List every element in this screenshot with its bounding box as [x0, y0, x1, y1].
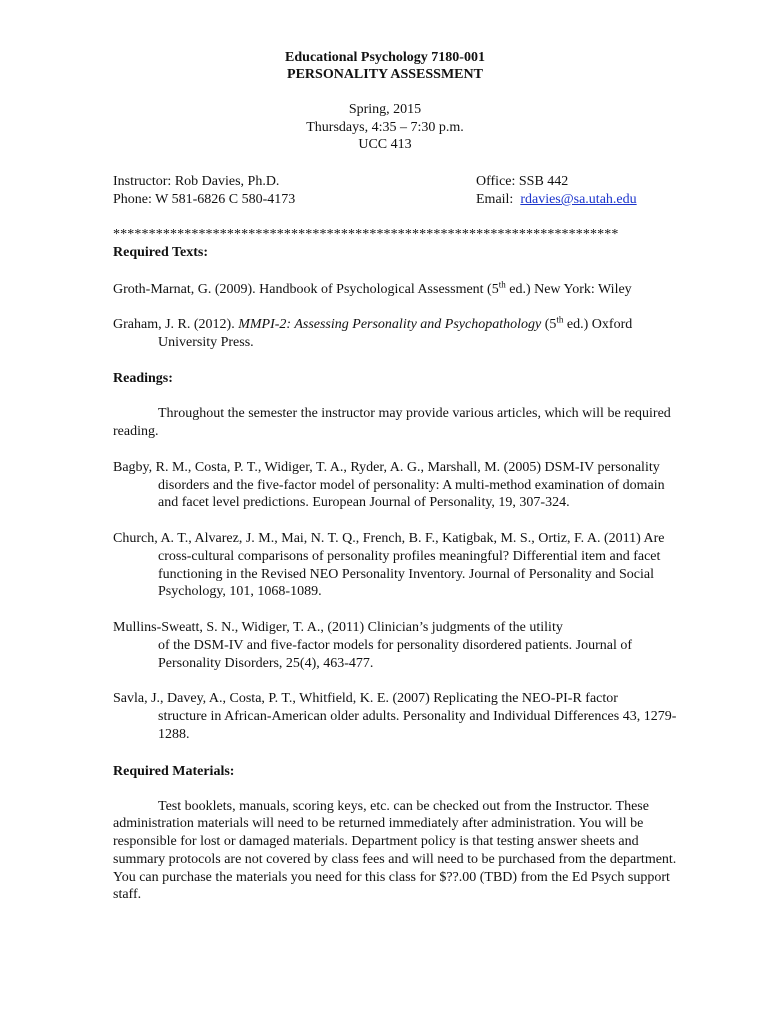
reference-4-line3: 1288. [158, 727, 190, 742]
instructor-name: Instructor: Rob Davies, Ph.D. [113, 174, 280, 189]
required-text-2: Graham, J. R. (2012). MMPI-2: Assessing Personality and Psychopathology (5th ed.) Oxford [113, 314, 633, 332]
instructor-email-line [476, 191, 637, 209]
reference-3: Mullins-Sweatt, S. N., Widiger, T. A., (2011) Clinician’s judgments of the utility [113, 620, 563, 635]
materials-line-1: Test booklets, manuals, scoring keys, etc. can be checked out from the Instructor. These [158, 799, 649, 814]
instructor-phone: Phone: W 581-6826 C 580-4173 [113, 192, 296, 207]
email-link[interactable]: rdavies@sa.utah.edu [520, 192, 637, 207]
materials-line-4: summary protocols are not covered by class fees and will need to be purchased from the department. [113, 852, 677, 867]
reference-1-line3: and facet level predictions. European Journal of Personality, 19, 307-324. [158, 495, 570, 510]
instructor-office: Office: SSB 442 [476, 174, 569, 189]
term: Spring, 2015 [348, 102, 422, 117]
reference-1-line2: disorders and the five-factor model of personality: A multi-method examination of domain [158, 478, 665, 493]
reference-3-line2: of the DSM-IV and five-factor models for personality disordered patients. Journal of [158, 638, 633, 653]
materials-line-2: administration materials will need to be returned immediately after administration. You will be [113, 816, 644, 831]
materials-line-6: staff. [113, 887, 142, 902]
required-text-1: Groth-Marnat, G. (2009). Handbook of Psychological Assessment (5th ed.) New York: Wiley [113, 279, 632, 297]
reference-4: Savla, J., Davey, A., Costa, P. T., Whitfield, K. E. (2007) Replicating the NEO-PI-R factor [113, 691, 618, 706]
email-label: Email: [476, 192, 514, 207]
schedule: Thursdays, 4:35 – 7:30 p.m. [306, 120, 464, 135]
readings-intro-cont: reading. [113, 424, 159, 439]
materials-line-5: You can purchase the materials you need for this class for $??.00 (TBD) from the Ed Psych support [113, 870, 670, 885]
required-text-2-cont: University Press. [158, 335, 254, 350]
materials-heading: Required Materials: [113, 764, 235, 779]
reference-2: Church, A. T., Alvarez, J. M., Mai, N. T. Q., French, B. F., Katigbak, M. S., Ortiz, F. A. (2011) Are [113, 531, 665, 546]
reference-2-line2: cross-cultural comparisons of personality profiles meaningful? Differential item and facet [158, 549, 661, 564]
materials-line-3: responsible for lost or damaged materials. Department policy is that testing answer sheets and [113, 834, 639, 849]
reference-2-line4: Psychology, 101, 1068-1089. [158, 584, 322, 599]
readings-heading: Readings: [113, 371, 173, 386]
reference-4-line2: structure in African-American older adults. Personality and Individual Differences 43, 1279- [158, 709, 677, 724]
required-texts-heading: Required Texts: [113, 245, 209, 260]
course-subtitle: PERSONALITY ASSESSMENT [287, 67, 483, 82]
reference-3-line3: Personality Disorders, 25(4), 463-477. [158, 656, 374, 671]
room: UCC 413 [358, 137, 412, 152]
course-title: Educational Psychology 7180-001 [285, 50, 485, 65]
readings-intro: Throughout the semester the instructor may provide various articles, which will be required [158, 406, 671, 421]
reference-1: Bagby, R. M., Costa, P. T., Widiger, T. A., Ryder, A. G., Marshall, M. (2005) DSM-IV personality [113, 460, 660, 475]
divider: *********************************************************************** [113, 227, 619, 242]
reference-2-line3: functioning in the Revised NEO Personality Inventory. Journal of Personality and Social [158, 567, 655, 582]
